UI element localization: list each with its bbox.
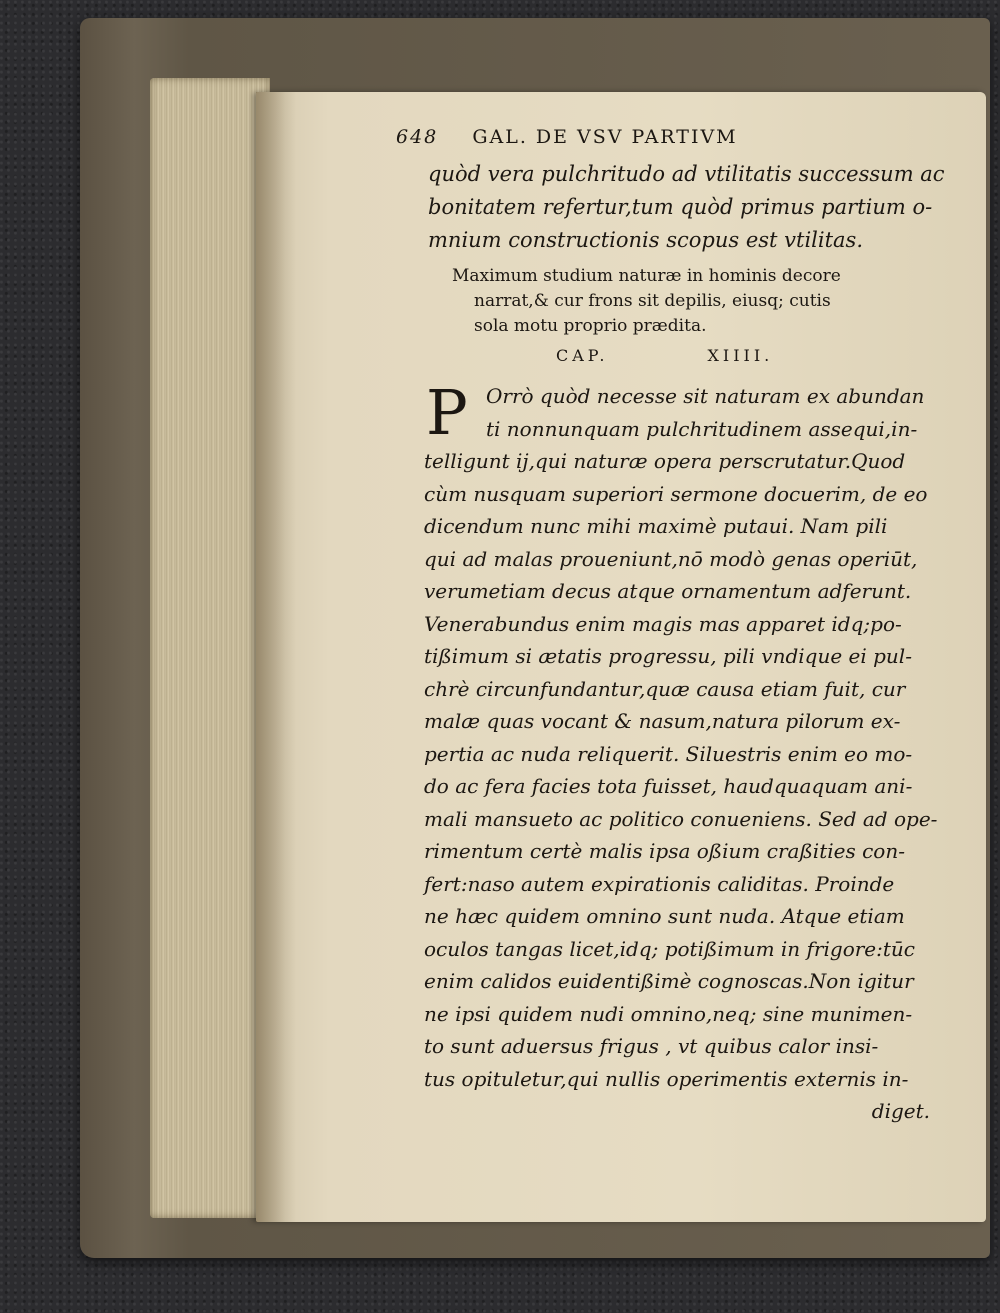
book-page (256, 92, 986, 1222)
body-line: diget. (871, 1099, 930, 1123)
chapter-body (424, 376, 954, 1128)
text-line: mnium constructionis scopus est vtilitas. (428, 228, 864, 252)
page-edges (150, 78, 270, 1218)
text-line: bonitatem refertur,tum quòd primus partium o- (428, 195, 933, 219)
body-line: cùm nusquam superiori sermone docuerim, de eo (424, 481, 928, 506)
chapter-number: XIIII. (707, 346, 774, 365)
body-line: Orrò quòd necesse sit naturam ex abundan (486, 384, 925, 408)
chapter-summary (452, 264, 932, 339)
body-line: qui ad malas proueniunt,nō modò genas operiūt, (424, 546, 918, 571)
body-line: tus opituletur,qui nullis operimentis externis in- (424, 1066, 909, 1091)
body-line: dicendum nunc mihi maximè putaui. Nam pili (424, 514, 888, 538)
summary-line: Maximum studium naturæ in hominis decore (452, 266, 841, 286)
body-line: telligunt ij,qui naturæ opera perscrutatur.Quod (424, 449, 906, 473)
text-line: quòd vera pulchritudo ad vtilitatis successum ac (428, 162, 945, 186)
body-line: do ac fera facies tota fuisset, haudquaquam ani- (424, 774, 913, 798)
body-line: rimentum certè malis ipsa oßium craßities con- (424, 839, 905, 863)
continued-paragraph (428, 158, 948, 257)
running-title: GAL. DE VSV PARTIVM (472, 126, 738, 148)
page-text (256, 92, 986, 1222)
body-line: Venerabundus enim magis mas apparet idq;po- (424, 611, 902, 636)
chapter-heading (556, 346, 773, 365)
body-line: mali mansueto ac politico conueniens. Sed ad ope- (424, 806, 938, 831)
body-line: verumetiam decus atque ornamentum adferunt. (424, 579, 912, 603)
body-line: oculos tangas licet,idq; potißimum in frigore:tūc (424, 936, 915, 961)
body-line: enim calidos euidentißimè cognoscas.Non igitur (424, 969, 914, 993)
body-line: to sunt aduersus frigus , vt quibus calor insi- (424, 1034, 879, 1058)
chapter-label: CAP. (556, 346, 609, 365)
body-line: tißimum si ætatis progressu, pili vndique ei pul- (424, 644, 912, 668)
body-line: ne ipsi quidem nudi omnino,neq; sine munimen- (424, 1001, 913, 1026)
body-line: pertia ac nuda reliquerit. Siluestris enim eo mo- (424, 741, 913, 766)
body-line: malæ quas vocant & nasum,natura pilorum ex- (424, 709, 901, 733)
body-line: ne hæc quidem omnino sunt nuda. Atque etiam (424, 904, 905, 928)
running-head (396, 126, 738, 148)
summary-line: sola motu proprio prædita. (474, 316, 707, 336)
drop-cap: P (426, 376, 468, 449)
page-number: 648 (396, 126, 439, 148)
body-line: fert:naso autem expirationis caliditas. Proinde (424, 871, 895, 896)
body-line: chrè circunfundantur,quæ causa etiam fuit, cur (424, 676, 906, 701)
body-line: ti nonnunquam pulchritudinem assequi,in- (486, 416, 918, 441)
summary-line: narrat,& cur frons sit depilis, eiusq; cutis (474, 291, 831, 311)
